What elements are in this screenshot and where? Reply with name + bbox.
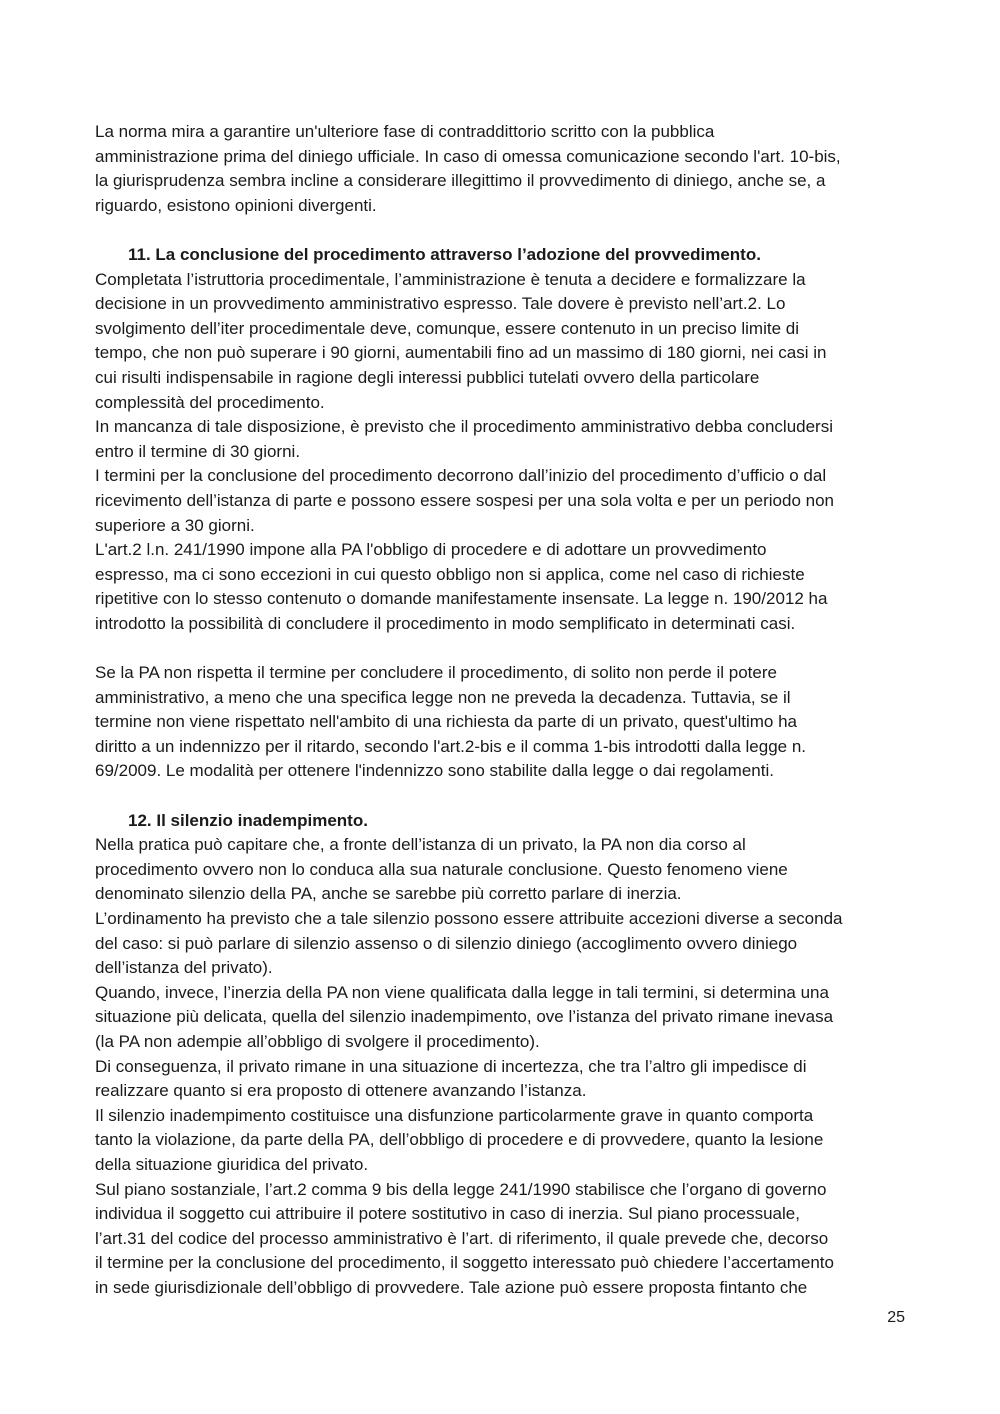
document-page <box>95 120 915 1301</box>
text-line: svolgimento dell’iter procedimentale deve, comunque, essere contenuto in un preciso limite di <box>95 318 799 338</box>
paragraph-12-dysfunction <box>95 1104 915 1178</box>
section-heading-11: 11. La conclusione del procedimento attraverso l’adozione del provvedimento. <box>128 244 761 264</box>
paragraph-11-conclusion <box>95 268 915 416</box>
text-line: Completata l’istruttoria procedimentale, l’amministrazione è tenuta a decidere e formalizzare la <box>95 269 806 289</box>
text-line: espresso, ma ci sono eccezioni in cui questo obbligo non si applica, come nel caso di richieste <box>95 564 805 584</box>
text-line: tempo, che non può superare i 90 giorni, aumentabili fino ad un massimo di 180 giorni, nei casi in <box>95 343 827 363</box>
text-line: individua il soggetto cui attribuire il potere sostitutivo in caso di inerzia. Sul piano processuale, <box>95 1204 800 1224</box>
text-line: denominato silenzio della PA, anche se sarebbe più corretto parlare di inerzia. <box>95 884 682 904</box>
text-line: Quando, invece, l’inerzia della PA non viene qualificata dalla legge in tali termini, si determina una <box>95 982 829 1002</box>
text-line: situazione più delicata, quella del silenzio inadempimento, ove l’istanza del privato rimane inevasa <box>95 1007 834 1027</box>
paragraph-11-obligation <box>95 538 915 636</box>
text-line: I termini per la conclusione del procedimento decorrono dall’inizio del procedimento d’ufficio o dal <box>95 466 827 486</box>
text-line: amministrazione prima del diniego ufficiale. In caso di omessa comunicazione secondo l'art. 10-bis, <box>95 146 841 166</box>
text-line: Sul piano sostanziale, l’art.2 comma 9 bis della legge 241/1990 stabilisce che l’organo di governo <box>95 1179 827 1199</box>
paragraph-11-delay <box>95 661 915 784</box>
paragraph-12-remedies <box>95 1178 915 1301</box>
text-line: 69/2009. Le modalità per ottenere l'indennizzo sono stabilite dalla legge o dai regolamenti. <box>95 761 774 781</box>
text-line: decisione in un provvedimento amministrativo espresso. Tale dovere è previsto nell’art.2. Lo <box>95 294 786 314</box>
text-line: la giurisprudenza sembra incline a considerare illegittimo il provvedimento di diniego, anche se, a <box>95 171 826 191</box>
page-number: 25 <box>887 1309 905 1326</box>
text-line: introdotto la possibilità di concludere il procedimento in modo semplificato in determinati casi. <box>95 613 796 633</box>
text-line: (la PA non adempie all’obbligo di svolgere il procedimento). <box>95 1031 540 1051</box>
text-line: del caso: si può parlare di silenzio assenso o di silenzio diniego (accoglimento ovvero diniego <box>95 933 798 953</box>
text-line: dell’istanza del privato). <box>95 958 273 978</box>
text-line: ripetitive con lo stesso contenuto o domande manifestamente insensate. La legge n. 190/2012 ha <box>95 589 828 609</box>
text-line: La norma mira a garantire un'ulteriore fase di contraddittorio scritto con la pubblica <box>95 122 715 141</box>
text-line: In mancanza di tale disposizione, è previsto che il procedimento amministrativo debba concludersi <box>95 417 833 437</box>
text-line: l’art.31 del codice del processo amministrativo è l’art. di riferimento, il quale prevede che, decorso <box>95 1228 829 1248</box>
text-line: termine non viene rispettato nell'ambito di una richiesta da parte di un privato, quest'ultimo ha <box>95 712 798 732</box>
text-line: realizzare quanto si era proposto di ottenere avanzando l’istanza. <box>95 1081 587 1101</box>
text-line: cui risulti indispensabile in ragione degli interessi pubblici tutelati ovvero della particolare <box>95 367 760 387</box>
paragraph-spacer <box>95 784 915 809</box>
text-line: Nella pratica può capitare che, a fronte dell’istanza di un privato, la PA non dia corso al <box>95 835 746 855</box>
paragraph-12-meanings <box>95 907 915 981</box>
text-line: il termine per la conclusione del procedimento, il soggetto interessato può chiedere l’accertamento <box>95 1253 834 1273</box>
paragraph-12-inertia <box>95 981 915 1055</box>
text-line: entro il termine di 30 giorni. <box>95 441 301 461</box>
text-line: procedimento ovvero non lo conduca alla sua naturale conclusione. Questo fenomeno viene <box>95 859 788 879</box>
paragraph-spacer <box>95 636 915 661</box>
text-line: Se la PA non rispetta il termine per concludere il procedimento, di solito non perde il potere <box>95 663 777 683</box>
text-line: complessità del procedimento. <box>95 392 325 412</box>
text-line: superiore a 30 giorni. <box>95 515 255 535</box>
text-line: tanto la violazione, da parte della PA, dell’obbligo di procedere e di provvedere, quanto la lesione <box>95 1130 824 1150</box>
paragraph-11-term-start <box>95 464 915 538</box>
paragraph-11-default-term <box>95 415 915 464</box>
text-line: Di conseguenza, il privato rimane in una situazione di incertezza, che tra l’altro gli impedisce di <box>95 1056 807 1076</box>
text-line: in sede giurisdizionale dell’obbligo di provvedere. Tale azione può essere proposta fintanto che <box>95 1277 808 1297</box>
text-line: Il silenzio inadempimento costituisce una disfunzione particolarmente grave in quanto comporta <box>95 1105 814 1125</box>
text-line: riguardo, esistono opinioni divergenti. <box>95 195 377 215</box>
paragraph-spacer <box>95 218 915 243</box>
text-line: L'art.2 l.n. 241/1990 impone alla PA l'obbligo di procedere e di adottare un provvedimento <box>95 540 767 560</box>
paragraph-12-uncertainty <box>95 1055 915 1104</box>
text-line: diritto a un indennizzo per il ritardo, secondo l'art.2-bis e il comma 1-bis introdotti dalla legge n. <box>95 736 807 756</box>
text-line: L’ordinamento ha previsto che a tale silenzio possono essere attribuite accezioni diverse a seconda <box>95 909 843 928</box>
paragraph-12-practice <box>95 833 915 907</box>
text-line: della situazione giuridica del privato. <box>95 1154 369 1174</box>
text-line: ricevimento dell’istanza di parte e possono essere sospesi per una sola volta e per un periodo non <box>95 490 835 510</box>
paragraph-intro <box>95 120 915 218</box>
section-heading-12: 12. Il silenzio inadempimento. <box>128 810 368 830</box>
text-line: amministrativo, a meno che una specifica legge non ne preveda la decadenza. Tuttavia, se il <box>95 687 791 707</box>
